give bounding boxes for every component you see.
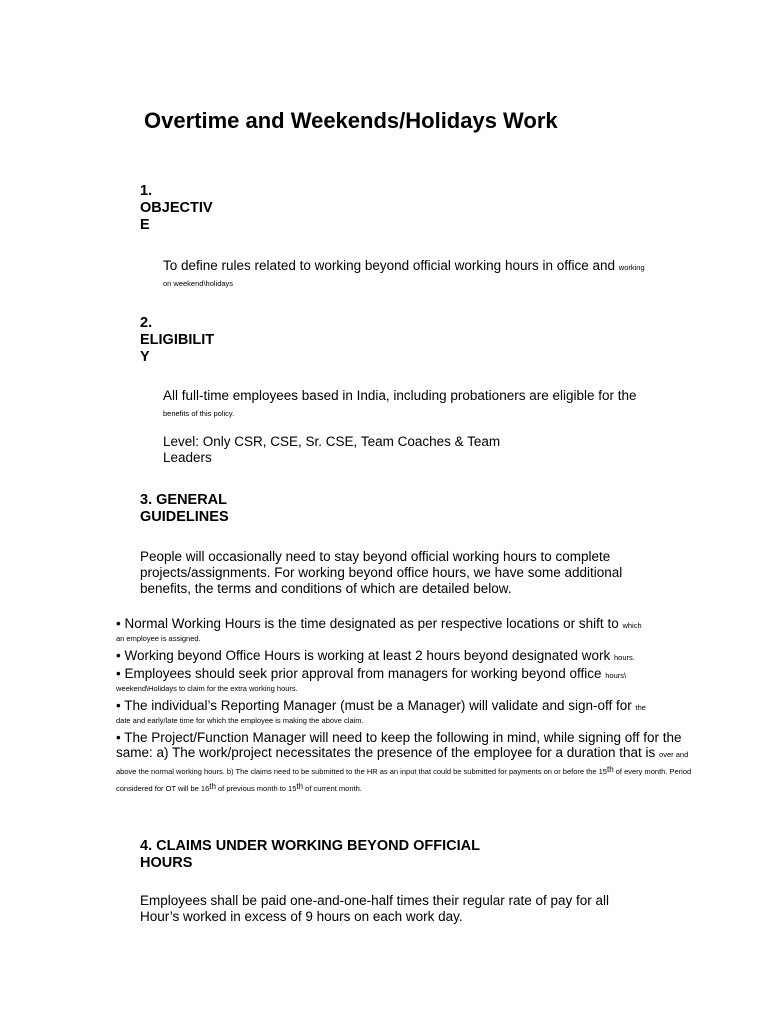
document-title: Overtime and Weekends/Holidays Work: [144, 108, 558, 133]
bullet-small-text: hours\: [605, 671, 627, 680]
list-item: [116, 648, 696, 663]
superscript-text: th: [209, 782, 216, 791]
bullet-small-text: of previous month to 15: [215, 784, 297, 793]
bullet-continuation-text: date and early/late time for which the employee is making the above claim.: [116, 716, 364, 725]
bullet-small-text: of every month. Period considered for OT will be 16: [116, 767, 692, 793]
bullet-small-text: which: [622, 621, 642, 630]
bullet-main-text: • Normal Working Hours is the time designated as per respective locations or shift to: [116, 616, 623, 631]
superscript-text: th: [606, 765, 614, 774]
bullet-main-text: • The individual’s Reporting Manager (must be a Manager) will validate and sign-off for: [116, 698, 636, 713]
bullet-small-text: of current month.: [303, 784, 362, 793]
eligibility-text-small: benefits of this policy.: [163, 409, 235, 418]
section-eligibility-text: [163, 388, 643, 420]
section-eligibility-heading: 2. ELIGIBILIT Y: [140, 315, 215, 365]
list-item: [116, 730, 696, 794]
eligibility-text-main: All full-time employees based in India, including probationers are eligible for the: [163, 388, 637, 403]
guidelines-intro: People will occasionally need to stay beyond official working hours to complete projects/assignments. For working beyond office hours, we have some additional benefits, the terms and conditions of which are detailed below.: [140, 549, 623, 596]
section-objective-heading: 1. OBJECTIV E: [140, 183, 213, 233]
bullet-main-text: • The Project/Function Manager will need to keep the following in mind, while signing off for the same: a) The work/project necessitates the presence of the employee for a duration that is: [116, 730, 682, 760]
section-objective-text: [163, 258, 653, 290]
bullet-small-text: over and above the normal working hours. b) The claims need to be submitted to the HR as an input that could be submitted for payments on or before the 15: [116, 750, 689, 776]
bullet-small-text: the: [635, 703, 646, 712]
bullet-continuation-text: an employee is assigned.: [116, 634, 201, 643]
guidelines-bullet-list: [116, 616, 696, 797]
objective-text-small: working on weekend\holidays: [163, 263, 645, 288]
bullet-continuation-text: weekend\Holidays to claim for the extra working hours.: [116, 684, 298, 693]
bullet-main-text: • Working beyond Office Hours is working at least 2 hours beyond designated work: [116, 648, 614, 663]
eligibility-level: Level: Only CSR, CSE, Sr. CSE, Team Coaches & Team Leaders: [163, 434, 501, 465]
list-item: [116, 616, 696, 645]
bullet-small-text: hours.: [614, 653, 635, 662]
bullet-main-text: • Employees should seek prior approval from managers for working beyond office: [116, 666, 606, 681]
list-item: [116, 698, 696, 727]
claims-text: Employees shall be paid one-and-one-half times their regular rate of pay for all Hour’s worked in excess of 9 hours on each work day.: [140, 893, 610, 924]
superscript-text: th: [296, 782, 304, 791]
objective-text-main: To define rules related to working beyond official working hours in office and: [163, 258, 619, 273]
section-guidelines-heading: 3. GENERAL GUIDELINES: [140, 492, 229, 525]
section-claims-heading: 4. CLAIMS UNDER WORKING BEYOND OFFICIAL HOURS: [140, 838, 480, 871]
list-item: [116, 666, 696, 695]
